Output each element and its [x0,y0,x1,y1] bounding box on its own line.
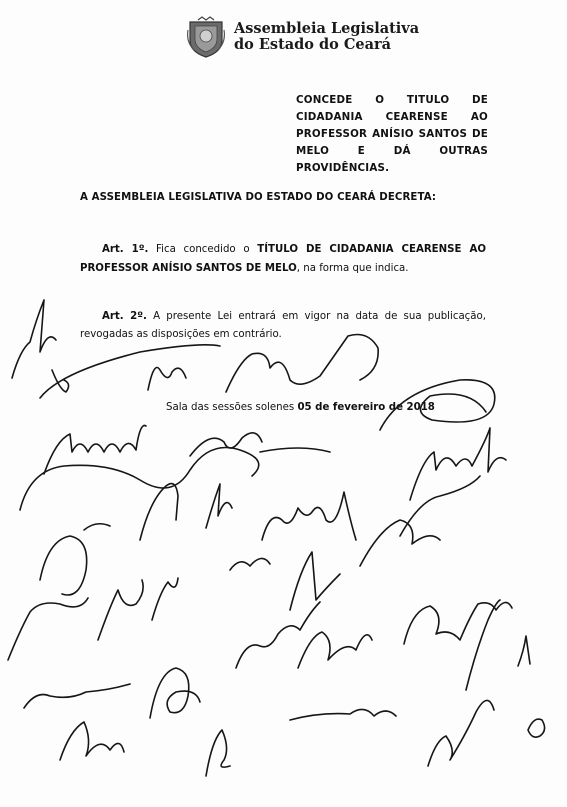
session-label: Sala das sessões solenes [166,402,298,413]
signature-7 [190,433,330,456]
signature-22 [518,636,530,666]
signature-17 [98,578,178,640]
signature-6 [20,448,259,511]
organization-name-line2: do Estado do Ceará [234,36,392,53]
signature-25 [60,722,124,760]
signature-13 [40,524,110,595]
signature-15 [290,552,340,610]
signature-18 [236,602,320,668]
signature-16 [8,598,88,660]
signature-23 [24,684,130,708]
signature-26 [206,730,230,776]
article-1-text-a: Fica concedido o [148,244,258,255]
signature-11 [410,428,506,500]
signature-10 [262,492,356,540]
signature-12 [360,476,480,566]
signature-4 [380,380,495,430]
signature-21 [466,600,500,690]
signature-27 [290,709,396,720]
article-2-text: A presente Lei entrará em vigor na data de sua publicação, revogadas as disposições em contrário. [80,311,487,340]
signature-19 [298,632,372,668]
article-1-text-b: , na forma que indica. [296,263,409,274]
article-2-label: Art. 2º. [102,311,147,322]
signature-9 [206,484,232,528]
signature-3 [148,335,378,393]
article-1-title: TÍTULO DE CIDADANIA CEARENSE AO PROFESSOR ANÍSIO SANTOS DE MELO [80,244,486,274]
signature-28 [428,700,494,766]
signature-20 [404,602,512,644]
signature-29 [528,719,545,737]
signature-8 [140,484,178,540]
article-1-label: Art. 1º. [102,244,149,255]
signature-1 [12,300,69,392]
session-date: 05 de fevereiro de 2018 [297,402,435,413]
organization-name-line1: Assembleia Legislativa [234,20,420,37]
decree-heading: A ASSEMBLEIA LEGISLATIVA DO ESTADO DO CEARÁ DECRETA: [80,192,437,203]
signature-14 [230,558,270,570]
bill-summary: CONCEDE O TITULO DE CIDADANIA CEARENSE AO PROFESSOR ANÍSIO SANTOS DE MELO E DÁ OUTRAS PROVIDÊNCIAS. [296,94,488,174]
signature-24 [150,668,200,718]
